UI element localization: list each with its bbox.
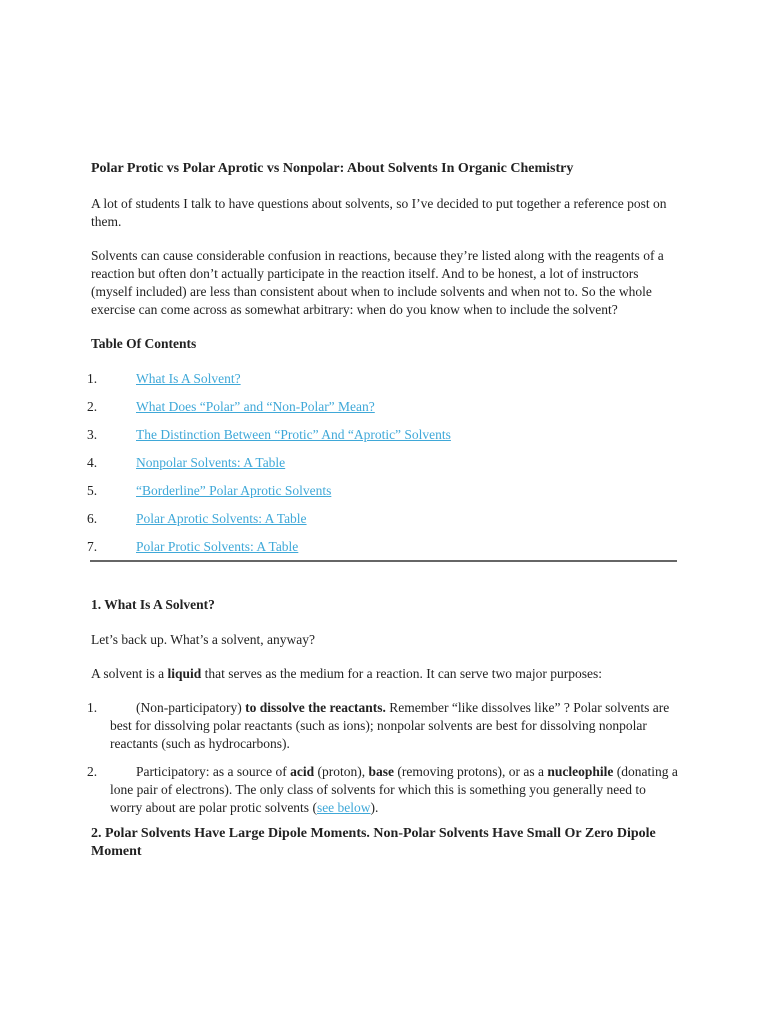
solvent-definition: [91, 665, 681, 683]
toc-item-number: 5.: [87, 483, 98, 498]
toc-link-protic-aprotic[interactable]: The Distinction Between “Protic” And “Aprotic” Solvents: [136, 427, 451, 442]
bold-term-acid: acid: [290, 764, 315, 779]
bold-term-base: base: [368, 764, 394, 779]
section-1-question: Let’s back up. What’s a solvent, anyway?: [91, 632, 315, 647]
toc-link-what-is-a-solvent[interactable]: What Is A Solvent?: [136, 371, 241, 386]
intro-paragraph: A lot of students I talk to have questions about solvents, so I’ve decided to put together a reference post on them.: [91, 196, 667, 229]
text-run: A solvent is a: [91, 666, 168, 681]
toc-item: [87, 370, 681, 398]
toc-item-number: 7.: [87, 539, 98, 554]
list-number: 1.: [87, 700, 98, 715]
see-below-link[interactable]: see below: [316, 800, 371, 815]
toc-item: [87, 454, 681, 482]
bold-term-liquid: liquid: [167, 666, 202, 681]
toc-item: [87, 510, 681, 538]
article: [87, 160, 681, 861]
article-title: Polar Protic vs Polar Aprotic vs Nonpolar: About Solvents In Organic Chemistry: [91, 161, 574, 176]
section-2-heading: 2. Polar Solvents Have Large Dipole Moments. Non-Polar Solvents Have Small Or Zero Dipole Moment: [91, 826, 656, 859]
purpose-item-participatory: [87, 763, 681, 817]
toc-item: [87, 426, 681, 454]
toc-link-polar-nonpolar[interactable]: What Does “Polar” and “Non-Polar” Mean?: [136, 399, 375, 414]
toc-item: [87, 538, 681, 566]
section-1-heading: 1. What Is A Solvent?: [91, 597, 215, 612]
toc-item-number: 6.: [87, 511, 98, 526]
toc-link-borderline-aprotic[interactable]: “Borderline” Polar Aprotic Solvents: [136, 483, 332, 498]
text-run: (removing protons), or as a: [393, 764, 548, 779]
text-run: (donating a lone pair of electrons). The only class of solvents for which this is something you generally need to worry about are polar protic solvents (: [110, 764, 678, 815]
toc-link-polar-protic-table[interactable]: Polar Protic Solvents: A Table: [136, 539, 299, 554]
toc-link-polar-aprotic-table[interactable]: Polar Aprotic Solvents: A Table: [136, 511, 307, 526]
toc-link-nonpolar-table[interactable]: Nonpolar Solvents: A Table: [136, 455, 286, 470]
purpose-item-non-participatory: [87, 699, 681, 753]
toc-item: [87, 482, 681, 510]
text-run: Participatory: as a source of: [136, 764, 291, 779]
confusion-paragraph: Solvents can cause considerable confusion in reactions, because they’re listed along with the reagents of a reaction but often don’t actually participate in the reaction itself. And to be honest, a lot of instructors (myself included) are less than consistent about when to include solvents and when not to. So the whole exercise can come across as somewhat arbitrary: when do you know when to include the solvent?: [91, 248, 664, 317]
text-run: Remember “like dissolves like” ? Polar solvents are best for dissolving polar reactants (such as ions); nonpolar solvents are best for dissolving nonpolar reactants (such as hydrocarbons).: [110, 700, 670, 751]
text-run: that serves as the medium for a reaction. It can serve two major purposes:: [201, 666, 603, 681]
toc-item-number: 1.: [87, 371, 98, 386]
text-run: (Non-participatory): [136, 700, 246, 715]
toc-item: [87, 398, 681, 426]
toc-heading: Table Of Contents: [91, 336, 197, 351]
text-run: ).: [370, 800, 379, 815]
bold-phrase: to dissolve the reactants.: [245, 700, 386, 715]
bold-term-nucleophile: nucleophile: [547, 764, 614, 779]
list-number: 2.: [87, 764, 98, 779]
toc-item-number: 3.: [87, 427, 98, 442]
toc-item-number: 2.: [87, 399, 98, 414]
solvent-purposes-list: [87, 699, 681, 817]
toc-item-number: 4.: [87, 455, 98, 470]
table-of-contents: [87, 370, 681, 566]
text-run: (proton),: [314, 764, 369, 779]
